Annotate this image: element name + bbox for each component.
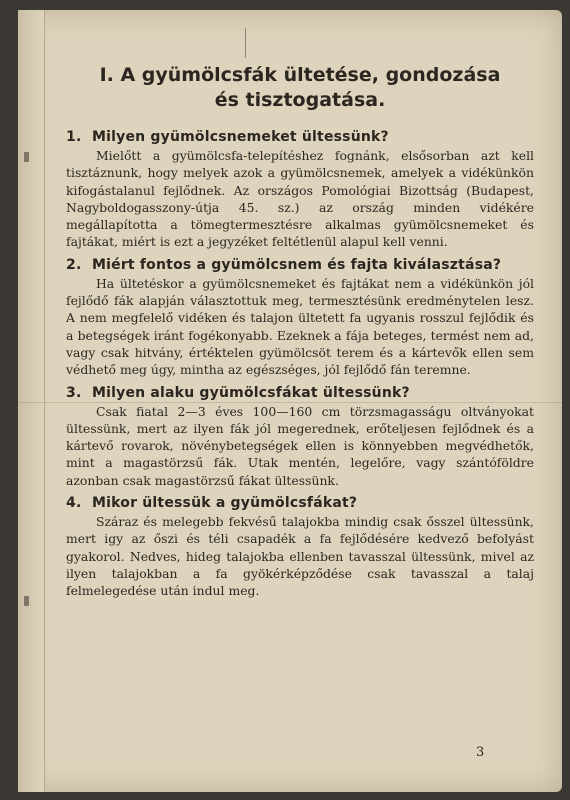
section-number: 4. — [66, 495, 82, 512]
section-heading-text: Milyen gyümölcsnemeket ültessünk? — [92, 129, 389, 145]
section-heading-text: Milyen alaku gyümölcsfákat ültessünk? — [92, 384, 410, 401]
section-body: Mielőtt a gyümölcsfa-telepítéshez fognánk, elsősorban azt kell tisztáznunk, hogy melyek azok a gyümölcsnemek, amelyek a vidékünkön kifogástalanul fejlődnek. Az országos Pomológiai Bizottság (Budapest, Nagyboldogasszony-útja 45. sz.) az ország minden vidékére megállapította a tömegtermesztésre alkalmas gyümölcsnemeket és fajtákat, miért is ezt a jegyzéket feltétlenül alapul kell venni. — [66, 148, 534, 250]
section-heading-text: Mikor ültessük a gyümölcsfákat? — [92, 495, 358, 512]
section-heading — [66, 255, 534, 275]
section-heading — [66, 127, 534, 147]
chapter-title-line1: I. A gyümölcsfák ültetése, gondozása — [99, 64, 501, 86]
staple-top — [24, 152, 29, 162]
page-binding — [18, 10, 45, 792]
section-body: Ha ültetéskor a gyümölcsnemeket és fajtákat nem a vidékünkön jól fejlődő fák alapján választottuk meg, termesztésünk eredménytelen lesz. A nem megfelelő vidéken és talajon ültetett fa ugyanis rosszul fejlődik és a betegségek iránt fogékonyabb. Ezeknek a fája beteges, termést nem ad, vagy csak hitvány, értéktelen gyümölcsöt terem és a kártevők ellen sem védhető meg úgy, mintha az egészséges, jól fejlődő fán teremne. — [66, 275, 534, 378]
section-heading — [66, 383, 534, 403]
page-number: 3 — [476, 745, 485, 760]
section-body: Csak fiatal 2—3 éves 100—160 cm törzsmagasságu oltványokat ültessünk, mert az ilyen fák jól megerednek, erőteljesen fejlődnek és a kártevő rovarok, növénybetegségek ellen is könnyebben megvédhetők, mint a magastörzsű fák. Utak mentén, legelőre, vagy szántóföldre azonban csak magastörzsű fákat ültessünk. — [66, 403, 534, 488]
section-heading-text: Miért fontos a gyümölcsnem és fajta kiválasztása? — [92, 256, 502, 273]
section-number: 1. — [66, 129, 82, 145]
section-2 — [66, 255, 534, 379]
section-heading — [66, 493, 534, 513]
chapter-title — [66, 10, 534, 113]
section-1 — [66, 127, 534, 251]
section-4 — [66, 493, 534, 599]
section-body: Száraz és melegebb fekvésű talajokba mindig csak ősszel ültessünk, mert igy az őszi és téli csapadék a fa fejlődésére kedvező befolyást gyakorol. Nedves, hideg talajokba ellenben tavasszal ültessünk, mivel az ilyen talajokban a fa gyökérképződése csak tavasszal a talaj felmelegedése után indul meg. — [66, 514, 534, 599]
section-number: 3. — [66, 384, 82, 401]
page-content — [66, 10, 534, 600]
book-page — [18, 10, 562, 792]
section-3 — [66, 383, 534, 489]
staple-bottom — [24, 596, 29, 606]
section-number: 2. — [66, 256, 82, 273]
chapter-title-line2: és tisztogatása. — [214, 89, 386, 111]
